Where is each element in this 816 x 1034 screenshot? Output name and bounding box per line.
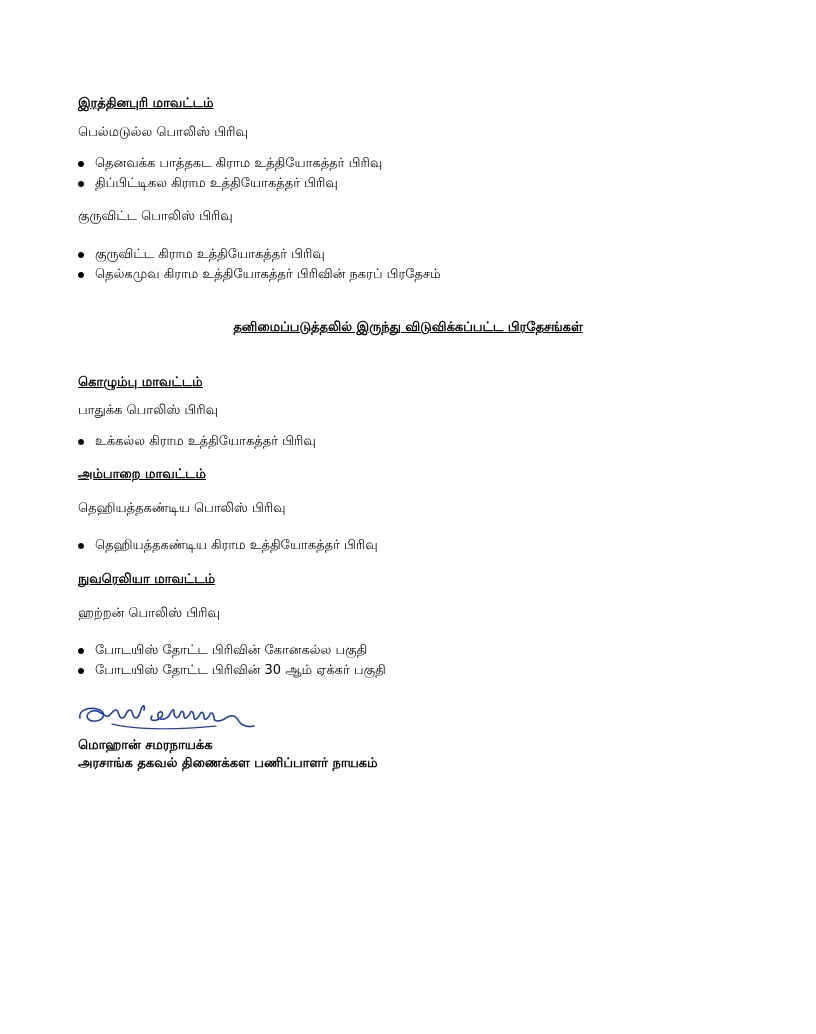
list-item (78, 663, 386, 679)
list-item (78, 247, 325, 263)
list-item-text: திப்பிட்டிகல கிராம உத்தியோகத்தர் பிரிவு (95, 176, 338, 191)
list-item (78, 267, 441, 283)
bullet-icon (78, 252, 84, 258)
list-item (78, 156, 382, 172)
signer-name: மொஹான் சமரநாயக்க (78, 738, 213, 753)
list-item-text: போடயிஸ் தோட்ட பிரிவின் 30 ஆம் ஏக்கர் பகுதி (95, 663, 386, 678)
bullet-icon (78, 272, 84, 278)
signer-title: அரசாங்க தகவல் திணைக்கள பணிப்பாளர் நாயகம் (78, 756, 378, 771)
police-division-pelmadulla: பெல்மடுல்ல பொலிஸ் பிரிவு (78, 125, 248, 140)
list-item-text: தெனவக்க பாத்தகட கிராம உத்தியோகத்தர் பிரிவு (95, 156, 383, 171)
list-item (78, 643, 367, 659)
bullet-icon (78, 648, 84, 654)
police-division-dehiattakandiya: தெஹியத்தகண்டிய பொலிஸ் பிரிவு (78, 501, 286, 516)
list-item-text: குருவிட்ட கிராம உத்தியோகத்தர் பிரிவு (95, 247, 325, 262)
police-division-hatton: ஹற்றன் பொலிஸ் பிரிவு (78, 606, 220, 621)
list-item-text: தெஹியத்தகண்டிய கிராம உத்தியோகத்தர் பிரிவு (95, 538, 378, 553)
released-areas-heading: தனிமைப்படுத்தலில் இருந்து விடுவிக்கப்பட்ட பிரதேசங்கள் (233, 320, 583, 335)
district-heading-ratnapura: இரத்தினபுரி மாவட்டம் (78, 96, 214, 111)
list-item-text: உக்கல்ல கிராம உத்தியோகத்தர் பிரிவு (95, 434, 316, 449)
list-item (78, 538, 378, 554)
list-item-text: போடயிஸ் தோட்ட பிரிவின் கோனகல்ல பகுதி (95, 643, 368, 658)
district-heading-nuwaraeliya: நுவரெலியா மாவட்டம் (78, 572, 216, 587)
district-heading-colombo: கொழும்பு மாவட்டம் (78, 375, 203, 390)
bullet-icon (78, 439, 84, 445)
bullet-icon (78, 668, 84, 674)
list-item-text: தெல்கமுவ கிராம உத்தியோகத்தர் பிரிவின் நகரப் பிரதேசம் (95, 267, 441, 282)
bullet-icon (78, 161, 84, 167)
police-division-padukka: பாதுக்க பொலிஸ் பிரிவு (78, 403, 219, 418)
handwritten-signature (76, 700, 258, 736)
bullet-icon (78, 543, 84, 549)
police-division-kuruwita: குருவிட்ட பொலிஸ் பிரிவு (78, 209, 233, 224)
list-item (78, 176, 338, 192)
district-heading-ampara: அம்பாறை மாவட்டம் (78, 467, 206, 482)
list-item (78, 434, 316, 450)
bullet-icon (78, 181, 84, 187)
